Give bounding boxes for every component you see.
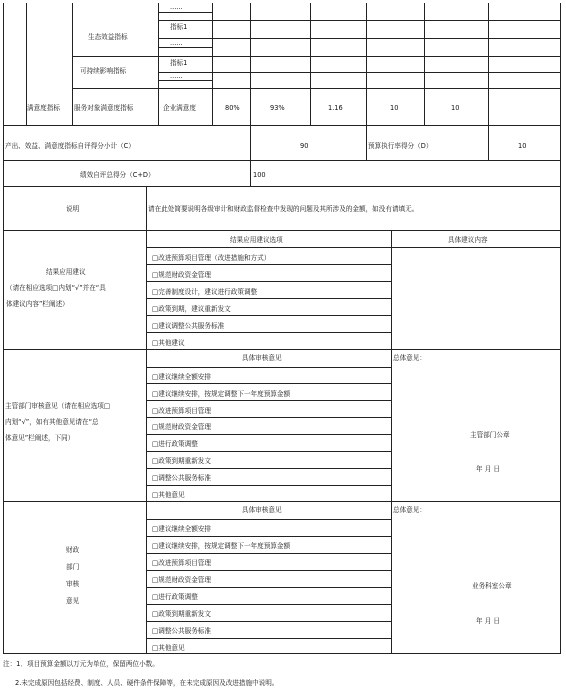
result-option[interactable]: □规范财政资金管理 xyxy=(152,271,211,279)
grid-line xyxy=(158,72,561,73)
finance-date-label: 年 月 日 xyxy=(476,617,500,625)
dept-review-option[interactable]: □规范财政资金管理 xyxy=(152,423,211,431)
result-option[interactable]: □政策到期，建议重新发文 xyxy=(152,305,231,313)
grid-line xyxy=(391,231,392,350)
subtotal-label: 产出、效益、满意度指标自评得分小计（C） xyxy=(5,142,135,150)
total-label: 绩效自评总得分（C+D） xyxy=(80,171,155,179)
result-app-label-line1: 结果应用建议 xyxy=(46,268,86,276)
satisfaction-label: 满意度指标 xyxy=(27,104,60,112)
finance-seal-label: 业务科室公章 xyxy=(472,582,512,590)
result-option[interactable]: □其他建议 xyxy=(152,339,185,347)
explanation-text: 请在此处简要说明各级审计和财政监督检查中发现的问题及其所涉及的金额，如没有请填无。 xyxy=(148,205,419,213)
finance-review-option[interactable]: □其他意见 xyxy=(152,644,185,652)
dept-date-label: 年 月 日 xyxy=(476,465,500,473)
footnote-2: 2.未完成原因包括经费、制度、人员、硬件条件保障等，在未完成原因及改进措施中说明。 xyxy=(15,679,279,687)
dept-review-option[interactable]: □进行政策调整 xyxy=(152,440,198,448)
grid-line xyxy=(391,502,392,654)
result-option[interactable]: □改进预算项目管理（改进措施和方式） xyxy=(152,254,271,262)
grid-line xyxy=(146,434,391,435)
dept-review-option[interactable]: □建议继续安排，按规定调整下一年度预算金额 xyxy=(152,390,291,398)
grid-line xyxy=(366,126,367,161)
grid-line xyxy=(146,502,147,654)
score-value: 10 xyxy=(451,104,460,112)
grid-line xyxy=(146,417,391,418)
sustainable-label: 可持续影响指标 xyxy=(80,67,127,75)
finance-review-option[interactable]: □建议继续安排，按规定调整下一年度预算金额 xyxy=(152,542,291,550)
grid-line xyxy=(212,3,213,126)
grid-line xyxy=(146,298,391,299)
grid-line xyxy=(146,638,391,639)
grid-line xyxy=(146,332,391,333)
actual-value: 93% xyxy=(270,104,285,112)
grid-line xyxy=(366,3,367,126)
dept-overall-label: 总体意见： xyxy=(393,354,426,362)
grid-line xyxy=(72,88,561,89)
grid-line xyxy=(158,80,212,81)
grid-line xyxy=(146,468,391,469)
grid-line xyxy=(424,3,425,126)
grid-line xyxy=(158,3,159,126)
grid-line xyxy=(146,400,391,401)
grid-line xyxy=(146,570,391,571)
grid-line xyxy=(146,621,391,622)
finance-review-option[interactable]: □建议继续全额安排 xyxy=(152,525,211,533)
grid-line xyxy=(146,604,391,605)
dept-review-option[interactable]: □改进预算项目管理 xyxy=(152,407,211,415)
grid-line xyxy=(146,247,561,248)
grid-line xyxy=(250,3,251,126)
finance-overall-label: 总体意见： xyxy=(393,506,426,514)
grid-line xyxy=(488,3,489,126)
total-value: 100 xyxy=(253,171,266,179)
finance-review-option[interactable]: □进行政策调整 xyxy=(152,593,198,601)
finance-review-header: 具体审核意见 xyxy=(242,506,282,514)
indicator1-text: 指标1 xyxy=(170,59,188,67)
result-option[interactable]: □建议调整公共服务标准 xyxy=(152,322,225,330)
grid-line xyxy=(146,519,391,520)
grid-line xyxy=(146,187,147,231)
grid-line xyxy=(250,161,251,187)
grid-line xyxy=(146,281,391,282)
dept-review-label-line3: 体意见”栏阐述，下同） xyxy=(5,434,75,442)
score-value: 10 xyxy=(390,104,399,112)
grid-line xyxy=(488,126,489,161)
dept-seal-label: 主管部门公章 xyxy=(470,431,510,439)
ecological-label: 生态效益指标 xyxy=(88,33,128,41)
finance-label-line2: 部门 xyxy=(66,563,80,571)
finance-label-line4: 意见 xyxy=(66,597,80,605)
dept-review-label-line1: 主管部门审核意见（请在相应选项□ xyxy=(5,402,111,410)
satisfaction-sub-label: 服务对象满意度指标 xyxy=(74,104,134,112)
grid-line xyxy=(146,367,391,368)
grid-line xyxy=(146,383,391,384)
grid-line xyxy=(391,350,392,502)
result-options-header: 结果应用建议选项 xyxy=(230,236,283,244)
dots-text: ······ xyxy=(170,41,183,49)
grid-line xyxy=(158,20,561,21)
finance-label-line1: 财政 xyxy=(66,546,80,554)
weight-value: 1.16 xyxy=(328,104,343,112)
finance-review-option[interactable]: □改进预算项目管理 xyxy=(152,559,211,567)
grid-line xyxy=(146,485,391,486)
grid-line xyxy=(72,56,561,57)
annual-target-value: 80% xyxy=(225,104,240,112)
footnote-1: 注：1．项目预算金额以万元为单位，保留两位小数。 xyxy=(3,660,159,668)
subtotal-value: 90 xyxy=(300,142,309,150)
indicator1-text: 指标1 xyxy=(170,23,188,31)
grid-line xyxy=(146,315,391,316)
grid-line xyxy=(158,12,212,13)
grid-line xyxy=(146,536,391,537)
grid-line xyxy=(158,47,212,48)
dept-review-option[interactable]: □建议继续全额安排 xyxy=(152,373,211,381)
grid-line xyxy=(146,264,391,265)
grid-line xyxy=(310,3,311,126)
budget-execution-value: 10 xyxy=(518,142,527,150)
dept-review-label-line2: 内划“√”，如有其他意见请在“总 xyxy=(5,418,99,426)
grid-line xyxy=(158,38,561,39)
result-content-header: 具体建议内容 xyxy=(448,236,488,244)
explanation-label: 说明 xyxy=(66,205,80,213)
finance-label-line3: 审核 xyxy=(66,580,80,588)
satisfaction-item: 企业满意度 xyxy=(163,104,196,112)
result-option[interactable]: □完善制度设计，建议进行政策调整 xyxy=(152,288,258,296)
grid-line xyxy=(72,3,73,126)
dept-review-header: 具体审核意见 xyxy=(242,354,282,362)
finance-review-option[interactable]: □规范财政资金管理 xyxy=(152,576,211,584)
finance-review-option[interactable]: □政策到期重新发文 xyxy=(152,610,211,618)
grid-line xyxy=(146,587,391,588)
grid-line xyxy=(146,350,147,502)
dept-review-option[interactable]: □调整公共服务标准 xyxy=(152,474,211,482)
result-app-label-line2: （请在相应选项□内划“√”并在“具 xyxy=(6,284,106,292)
dept-review-option[interactable]: □其他意见 xyxy=(152,491,185,499)
grid-line xyxy=(250,126,251,161)
grid-line xyxy=(146,451,391,452)
dots-text: ······ xyxy=(170,74,183,82)
finance-review-option[interactable]: □调整公共服务标准 xyxy=(152,627,211,635)
grid-line xyxy=(146,553,391,554)
budget-execution-label: 预算执行率得分（D） xyxy=(368,142,433,150)
finance-review-section xyxy=(3,502,561,654)
result-app-label-line3: 体建议内容”栏阐述） xyxy=(6,300,69,308)
dots-text: ······ xyxy=(170,5,183,13)
dept-review-option[interactable]: □政策到期重新发文 xyxy=(152,457,211,465)
